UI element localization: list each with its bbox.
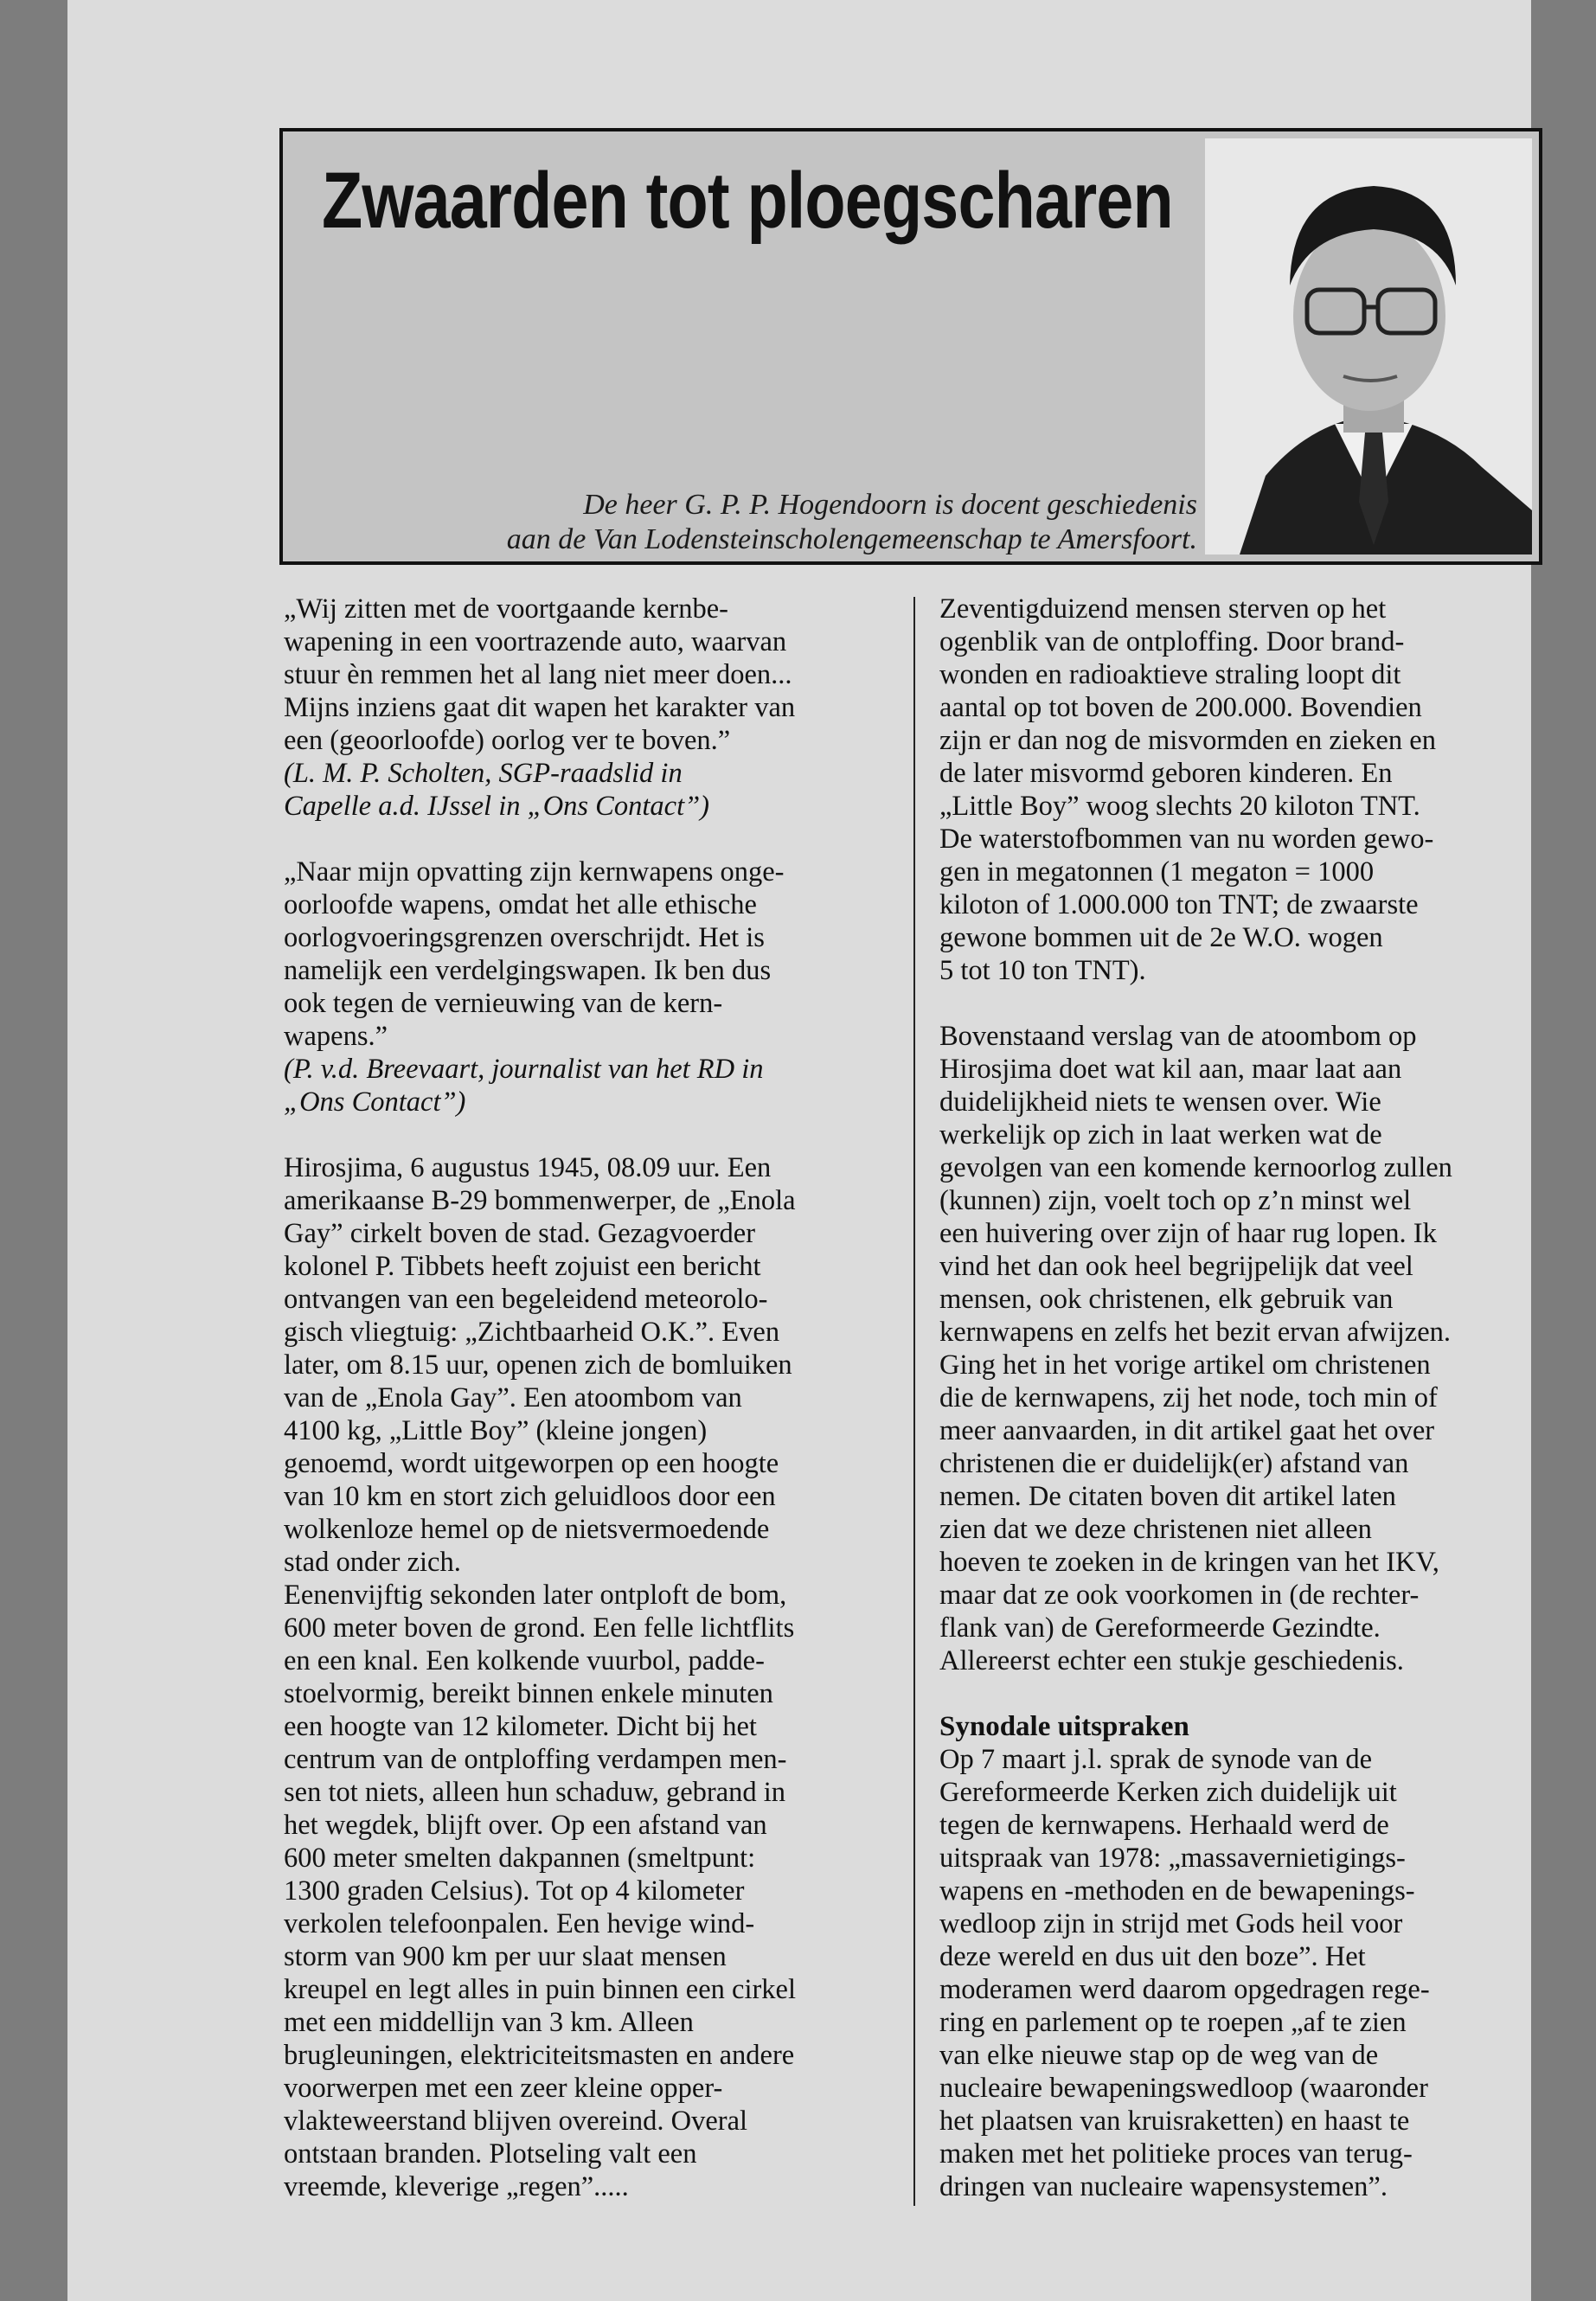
column-divider [913,597,915,2206]
hirosjima-paragraph: Hirosjima, 6 augustus 1945, 08.09 uur. Een amerikaanse B-29 bommenwerper, de „Enola Gay” cirkelt boven de stad. Gezagvoerder kolonel P. Tibbets heeft zojuist een bericht ontvangen van een begeleidend meteorolo- gisch vliegtuig: „Zichtbaarheid O.K.”. Even later, om 8.15 uur, openen zich de bomluiken van de „Enola Gay”. Een atoombom van 4100 kg, „Little Boy” (kleine jongen) genoemd, wordt uitgeworpen op een hoogte van 10 km en stort zich geluidloos door een wolkenloze hemel op de nietsvermoedende stad onder zich. [284,1152,796,1578]
casualties-paragraph: Zeventigduizend mensen sterven op het ogenblik van de ontploffing. Door brand- wonden en radioaktieve straling loopt dit aantal op tot boven de 200.000. Bovendien zijn er dan nog de misvormden en zieken en de later misvormd geboren kinderen. En „Little Boy” woog slechts 20 kiloton TNT. De waterstofbommen van nu worden gewo- gen in megatonnen (1 megaton = 1000 kiloton of 1.000.000 ton TNT; de zwaarste gewone bommen uit de 2e W.O. wogen 5 tot 10 ton TNT). [939,593,1436,986]
synod-paragraph: Op 7 maart j.l. sprak de synode van de Gereformeerde Kerken zich duidelijk uit tegen de kernwapens. Herhaald werd de uitspraak van 1978: „massavernietigings- wapens en -methoden en de bewapenings- wedloop zijn in strijd met Gods heil voor deze wereld en dus uit den boze”. Het moderamen werd daarom opgedragen rege- ring en parlement op te roepen „af te zien van elke nieuwe stap op de weg van de nucleaire bewapeningswedloop (waaronder het plaatsen van kruisraketten) en haast te maken met het politieke proces van terug- dringen van nucleaire wapensystemen”. [939,1744,1430,2202]
caption-line-2: aan de Van Lodensteinscholengemeenschap te Amersfoort. [506,523,1197,555]
article-title: Zwaarden tot ploegscharen [322,157,1173,245]
quote-breevaart: „Naar mijn opvatting zijn kernwapens onge- oorloofde wapens, omdat het alle ethische oorlogvoeringsgrenzen overschrijdt. Het is namelijk een verdelgingswapen. Ik ben dus ook tegen de vernieuwing van de kern- wapens.” [284,856,785,1052]
quote-scholten-attribution: (L. M. P. Scholten, SGP-raadslid in Capelle a.d. IJssel in „Ons Contact”) [284,758,709,822]
magazine-page [67,0,1531,2301]
quote-breevaart-attribution: (P. v.d. Breevaart, journalist van het RD in „Ons Contact”) [284,1054,764,1118]
commentary-paragraph: Bovenstaand verslag van de atoombom op Hirosjima doet wat kil aan, maar laat aan duidelijkheid niets te wensen over. Wie werkelijk op zich in laat werken wat de gevolgen van een komende kernoorlog zullen (kunnen) zijn, voelt toch op z’n minst wel een huivering over zijn of haar rug lopen. Ik vind het dan ook heel begrijpelijk dat veel mensen, ook christenen, elk gebruik van kernwapens en zelfs het bezit ervan afwijzen. Ging het in het vorige artikel om christenen die de kernwapens, zij het node, toch min of meer aanvaarden, in dit artikel gaat het over christenen die er duidelijk(er) afstand van nemen. De citaten boven dit artikel laten zien dat we deze christenen niet alleen hoeven te zoeken in de kringen van het IKV, maar dat ze ook voorkomen in (de rechter- flank van) de Gereformeerde Gezindte. Allereerst echter een stukje geschiedenis. [939,1021,1452,1676]
quote-scholten: „Wij zitten met de voortgaande kernbe- wapening in een voortrazende auto, waarvan stuur èn remmen het al lang niet meer doen... Mijns inziens gaat dit wapen het karakter van een (geoorloofde) oorlog ver te boven.” [284,593,796,756]
author-portrait [1205,138,1532,554]
section-subheading: Synodale uitspraken [939,1711,1189,1742]
explosion-paragraph: Eenenvijftig sekonden later ontploft de bom, 600 meter boven de grond. Een felle lichtflits en een knal. Een kolkende vuurbol, padde- stoelvormig, bereikt binnen enkele minuten een hoogte van 12 kilometer. Dicht bij het centrum van de ontploffing verdampen men- sen tot niets, alleen hun schaduw, gebrand in het wegdek, blijft over. Op een afstand van 600 meter smelten dakpannen (smeltpunt: 1300 graden Celsius). Tot op 4 kilometer verkolen telefoonpalen. Een hevige wind- storm van 900 km per uur slaat mensen kreupel en legt alles in puin binnen een cirkel met een middellijn van 3 km. Alleen brugleuningen, elektriciteitsmasten en andere voorwerpen met een zeer kleine opper- vlakteweerstand blijven overeind. Overal ontstaan branden. Plotseling valt een vreemde, kleverige „regen”..... [284,1580,797,2202]
right-column [939,593,1545,2203]
author-portrait-drawing [1205,138,1532,554]
article-header [279,128,1542,565]
author-caption [507,488,1197,557]
caption-line-1: De heer G. P. P. Hogendoorn is docent geschiedenis [583,489,1197,521]
left-column [284,593,898,2203]
